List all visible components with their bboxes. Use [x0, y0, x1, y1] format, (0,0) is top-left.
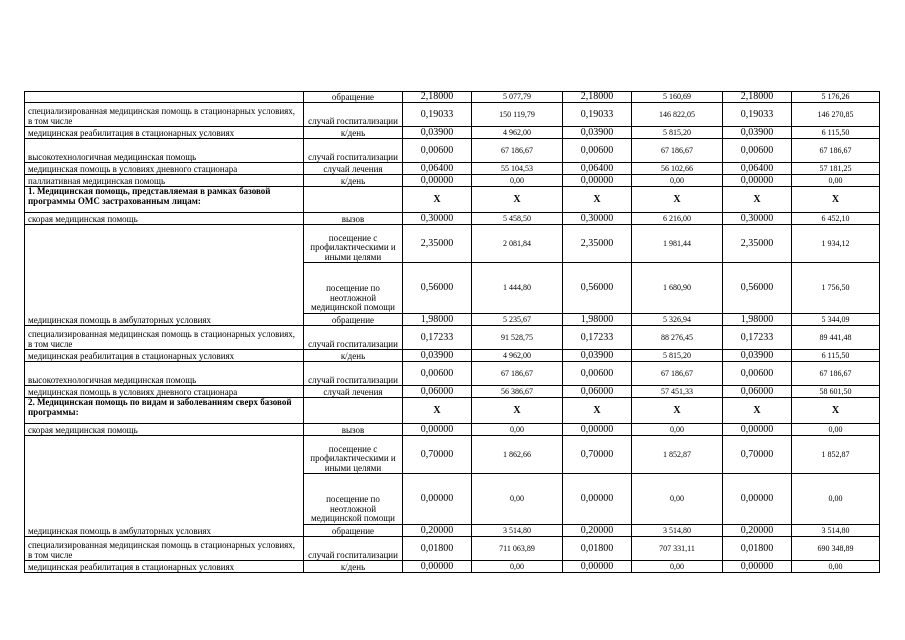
section-title: 2. Медицинская помощь по видам и заболеваниям сверх базовой программы: — [25, 398, 304, 424]
cost-value: 711 063,89 — [472, 537, 563, 561]
unit-cell: к/день — [304, 175, 403, 187]
cost-value: 146 822,05 — [632, 103, 723, 127]
x-mark: X — [403, 398, 472, 424]
cost-value: 91 528,75 — [472, 326, 563, 350]
x-mark: X — [403, 187, 472, 213]
cost-value: 5 326,94 — [632, 313, 723, 325]
norm-value: 0,00600 — [403, 139, 472, 163]
cost-value: 5 235,67 — [472, 313, 563, 325]
unit-cell: случай госпитализации — [304, 537, 403, 561]
norm-value: 0,17233 — [563, 326, 632, 350]
cost-value: 0,00 — [472, 561, 563, 573]
cost-value: 56 386,67 — [472, 386, 563, 398]
norm-value: 0,03900 — [403, 127, 472, 139]
cost-value: 57 181,25 — [792, 163, 880, 175]
norm-value: 0,00000 — [723, 424, 792, 436]
norm-value: 0,70000 — [563, 436, 632, 474]
norm-value: 0,01800 — [563, 537, 632, 561]
table-row — [25, 386, 880, 398]
cost-value: 707 331,11 — [632, 537, 723, 561]
row-name: высокотехнологичная медицинская помощь — [25, 139, 304, 163]
norm-value: 0,00000 — [403, 175, 472, 187]
norm-value: 0,00000 — [563, 424, 632, 436]
norm-value: 0,00600 — [563, 139, 632, 163]
cost-value: 3 514,80 — [632, 524, 723, 536]
cost-value: 67 186,67 — [792, 139, 880, 163]
norm-value: 0,30000 — [723, 213, 792, 225]
cost-value: 55 104,53 — [472, 163, 563, 175]
unit-cell — [304, 187, 403, 213]
cost-value: 150 119,79 — [472, 103, 563, 127]
table-body — [25, 92, 880, 573]
norm-value: 2,35000 — [403, 225, 472, 263]
row-name: специализированная медицинская помощь в стационарных условиях, в том числе — [25, 537, 304, 561]
cost-value: 2 081,84 — [472, 225, 563, 263]
norm-value: 0,00000 — [723, 561, 792, 573]
norm-value: 0,19033 — [563, 103, 632, 127]
row-name: высокотехнологичная медицинская помощь — [25, 362, 304, 386]
unit-cell: посещение по неотложной медицинской помощи — [304, 474, 403, 525]
cost-value: 1 852,87 — [632, 436, 723, 474]
norm-value: 0,00000 — [563, 561, 632, 573]
norm-value: 0,06000 — [563, 386, 632, 398]
cost-value: 0,00 — [472, 175, 563, 187]
norm-value: 0,17233 — [403, 326, 472, 350]
unit-cell: к/день — [304, 127, 403, 139]
norm-value: 0,06000 — [723, 386, 792, 398]
table-row — [25, 326, 880, 350]
unit-cell — [304, 398, 403, 424]
x-mark: X — [632, 398, 723, 424]
cost-value: 0,00 — [632, 175, 723, 187]
norm-value: 0,20000 — [723, 524, 792, 536]
norm-value: 0,20000 — [403, 524, 472, 536]
norm-value: 0,03900 — [403, 350, 472, 362]
unit-cell: обращение — [304, 313, 403, 325]
cost-value: 6 115,50 — [792, 350, 880, 362]
unit-cell: посещение по неотложной медицинской помощи — [304, 263, 403, 314]
norm-value: 0,56000 — [563, 263, 632, 314]
x-mark: X — [472, 187, 563, 213]
cost-value: 0,00 — [472, 424, 563, 436]
unit-cell: случай госпитализации — [304, 326, 403, 350]
cost-value: 67 186,67 — [632, 139, 723, 163]
cost-value: 4 962,00 — [472, 350, 563, 362]
norm-value: 0,70000 — [723, 436, 792, 474]
cost-value: 5 344,09 — [792, 313, 880, 325]
norm-value: 0,30000 — [403, 213, 472, 225]
cost-value: 1 680,90 — [632, 263, 723, 314]
table-row — [25, 424, 880, 436]
table-row — [25, 175, 880, 187]
cost-value: 0,00 — [472, 474, 563, 525]
x-mark: X — [792, 187, 880, 213]
cost-value: 0,00 — [632, 424, 723, 436]
table-row — [25, 561, 880, 573]
unit-cell: посещение с профилактическими и иными целями — [304, 225, 403, 263]
norm-value: 0,06400 — [723, 163, 792, 175]
cost-value: 56 102,66 — [632, 163, 723, 175]
row-name: медицинская реабилитация в стационарных условиях — [25, 350, 304, 362]
norm-value: 0,03900 — [563, 350, 632, 362]
norm-value: 0,00600 — [723, 139, 792, 163]
table-row — [25, 436, 880, 474]
row-name: специализированная медицинская помощь в стационарных условиях, в том числе — [25, 326, 304, 350]
cost-value: 0,00 — [632, 474, 723, 525]
norm-value: 0,00000 — [563, 474, 632, 525]
norm-value: 0,03900 — [723, 350, 792, 362]
cost-value: 1 852,87 — [792, 436, 880, 474]
norm-value: 2,18000 — [563, 92, 632, 103]
cost-value: 1 934,12 — [792, 225, 880, 263]
cost-value: 4 962,00 — [472, 127, 563, 139]
norm-value: 0,06400 — [403, 163, 472, 175]
cost-value: 1 444,80 — [472, 263, 563, 314]
unit-cell: к/день — [304, 350, 403, 362]
table-row — [25, 350, 880, 362]
x-mark: X — [472, 398, 563, 424]
row-name: медицинская реабилитация в стационарных условиях — [25, 561, 304, 573]
norm-value: 0,19033 — [403, 103, 472, 127]
norm-value: 2,18000 — [403, 92, 472, 103]
table-row — [25, 92, 880, 103]
cost-value: 67 186,67 — [632, 362, 723, 386]
norm-value: 0,03900 — [563, 127, 632, 139]
x-mark: X — [632, 187, 723, 213]
cost-value: 0,00 — [792, 474, 880, 525]
cost-value: 690 348,89 — [792, 537, 880, 561]
unit-cell: посещение с профилактическими и иными целями — [304, 436, 403, 474]
cost-value: 5 458,50 — [472, 213, 563, 225]
table-row — [25, 537, 880, 561]
norm-value: 0,56000 — [403, 263, 472, 314]
tariff-table — [24, 91, 880, 573]
row-name: паллиативная медицинская помощь — [25, 175, 304, 187]
norm-value: 0,56000 — [723, 263, 792, 314]
cost-value: 0,00 — [792, 424, 880, 436]
cost-value: 67 186,67 — [792, 362, 880, 386]
norm-value: 0,19033 — [723, 103, 792, 127]
row-name: медицинская помощь в амбулаторных условиях — [25, 436, 304, 537]
cost-value: 1 756,50 — [792, 263, 880, 314]
norm-value: 2,35000 — [563, 225, 632, 263]
norm-value: 1,98000 — [723, 313, 792, 325]
cost-value: 89 441,48 — [792, 326, 880, 350]
norm-value: 0,00600 — [723, 362, 792, 386]
norm-value: 0,00000 — [723, 474, 792, 525]
unit-cell: вызов — [304, 424, 403, 436]
norm-value: 0,01800 — [723, 537, 792, 561]
norm-value: 0,00000 — [723, 175, 792, 187]
unit-cell: случай госпитализации — [304, 362, 403, 386]
norm-value: 0,00000 — [403, 424, 472, 436]
norm-value: 0,00000 — [403, 474, 472, 525]
cost-value: 6 452,10 — [792, 213, 880, 225]
table-row — [25, 139, 880, 163]
unit-cell: к/день — [304, 561, 403, 573]
norm-value: 0,00600 — [563, 362, 632, 386]
row-name: скорая медицинская помощь — [25, 424, 304, 436]
section-row — [25, 187, 880, 213]
cost-value: 1 862,66 — [472, 436, 563, 474]
table-row — [25, 127, 880, 139]
norm-value: 0,03900 — [723, 127, 792, 139]
cost-value: 3 514,80 — [792, 524, 880, 536]
norm-value: 1,98000 — [563, 313, 632, 325]
cost-value: 0,00 — [632, 561, 723, 573]
row-name: медицинская реабилитация в стационарных условиях — [25, 127, 304, 139]
x-mark: X — [792, 398, 880, 424]
norm-value: 2,18000 — [723, 92, 792, 103]
table-row — [25, 362, 880, 386]
row-name: скорая медицинская помощь — [25, 213, 304, 225]
table-row — [25, 103, 880, 127]
cost-value: 1 981,44 — [632, 225, 723, 263]
unit-cell: вызов — [304, 213, 403, 225]
cost-value: 5 160,69 — [632, 92, 723, 103]
norm-value: 0,30000 — [563, 213, 632, 225]
unit-cell: обращение — [304, 524, 403, 536]
table-row — [25, 225, 880, 263]
row-name: медицинская помощь в условиях дневного стационара — [25, 386, 304, 398]
x-mark: X — [723, 187, 792, 213]
cost-value: 6 115,50 — [792, 127, 880, 139]
x-mark: X — [563, 398, 632, 424]
cost-value: 0,00 — [792, 561, 880, 573]
x-mark: X — [563, 187, 632, 213]
unit-cell: случай госпитализации — [304, 139, 403, 163]
x-mark: X — [723, 398, 792, 424]
norm-value: 0,00000 — [563, 175, 632, 187]
norm-value: 0,06000 — [403, 386, 472, 398]
unit-cell: случай госпитализации — [304, 103, 403, 127]
unit-cell: обращение — [304, 92, 403, 103]
norm-value: 0,17233 — [723, 326, 792, 350]
cost-value: 6 216,00 — [632, 213, 723, 225]
cost-value: 5 077,79 — [472, 92, 563, 103]
norm-value: 2,35000 — [723, 225, 792, 263]
cost-value: 67 186,67 — [472, 362, 563, 386]
unit-cell: случай лечения — [304, 386, 403, 398]
norm-value: 0,70000 — [403, 436, 472, 474]
cost-value: 146 270,85 — [792, 103, 880, 127]
norm-value: 0,20000 — [563, 524, 632, 536]
norm-value: 1,98000 — [403, 313, 472, 325]
row-name: медицинская помощь в амбулаторных условиях — [25, 225, 304, 326]
table-row — [25, 163, 880, 175]
section-row — [25, 398, 880, 424]
cost-value: 5 815,20 — [632, 350, 723, 362]
norm-value: 0,00600 — [403, 362, 472, 386]
row-name — [25, 92, 304, 103]
cost-value: 67 186,67 — [472, 139, 563, 163]
cost-value: 57 451,33 — [632, 386, 723, 398]
norm-value: 0,00000 — [403, 561, 472, 573]
norm-value: 0,06400 — [563, 163, 632, 175]
cost-value: 3 514,80 — [472, 524, 563, 536]
cost-value: 5 176,26 — [792, 92, 880, 103]
unit-cell: случай лечения — [304, 163, 403, 175]
section-title: 1. Медицинская помощь, представляемая в рамках базовой программы ОМС застрахованным лицам: — [25, 187, 304, 213]
row-name: специализированная медицинская помощь в стационарных условиях, в том числе — [25, 103, 304, 127]
cost-value: 88 276,45 — [632, 326, 723, 350]
row-name: медицинская помощь в условиях дневного стационара — [25, 163, 304, 175]
cost-value: 0,00 — [792, 175, 880, 187]
cost-value: 58 601,50 — [792, 386, 880, 398]
table-row — [25, 213, 880, 225]
cost-value: 5 815,20 — [632, 127, 723, 139]
norm-value: 0,01800 — [403, 537, 472, 561]
